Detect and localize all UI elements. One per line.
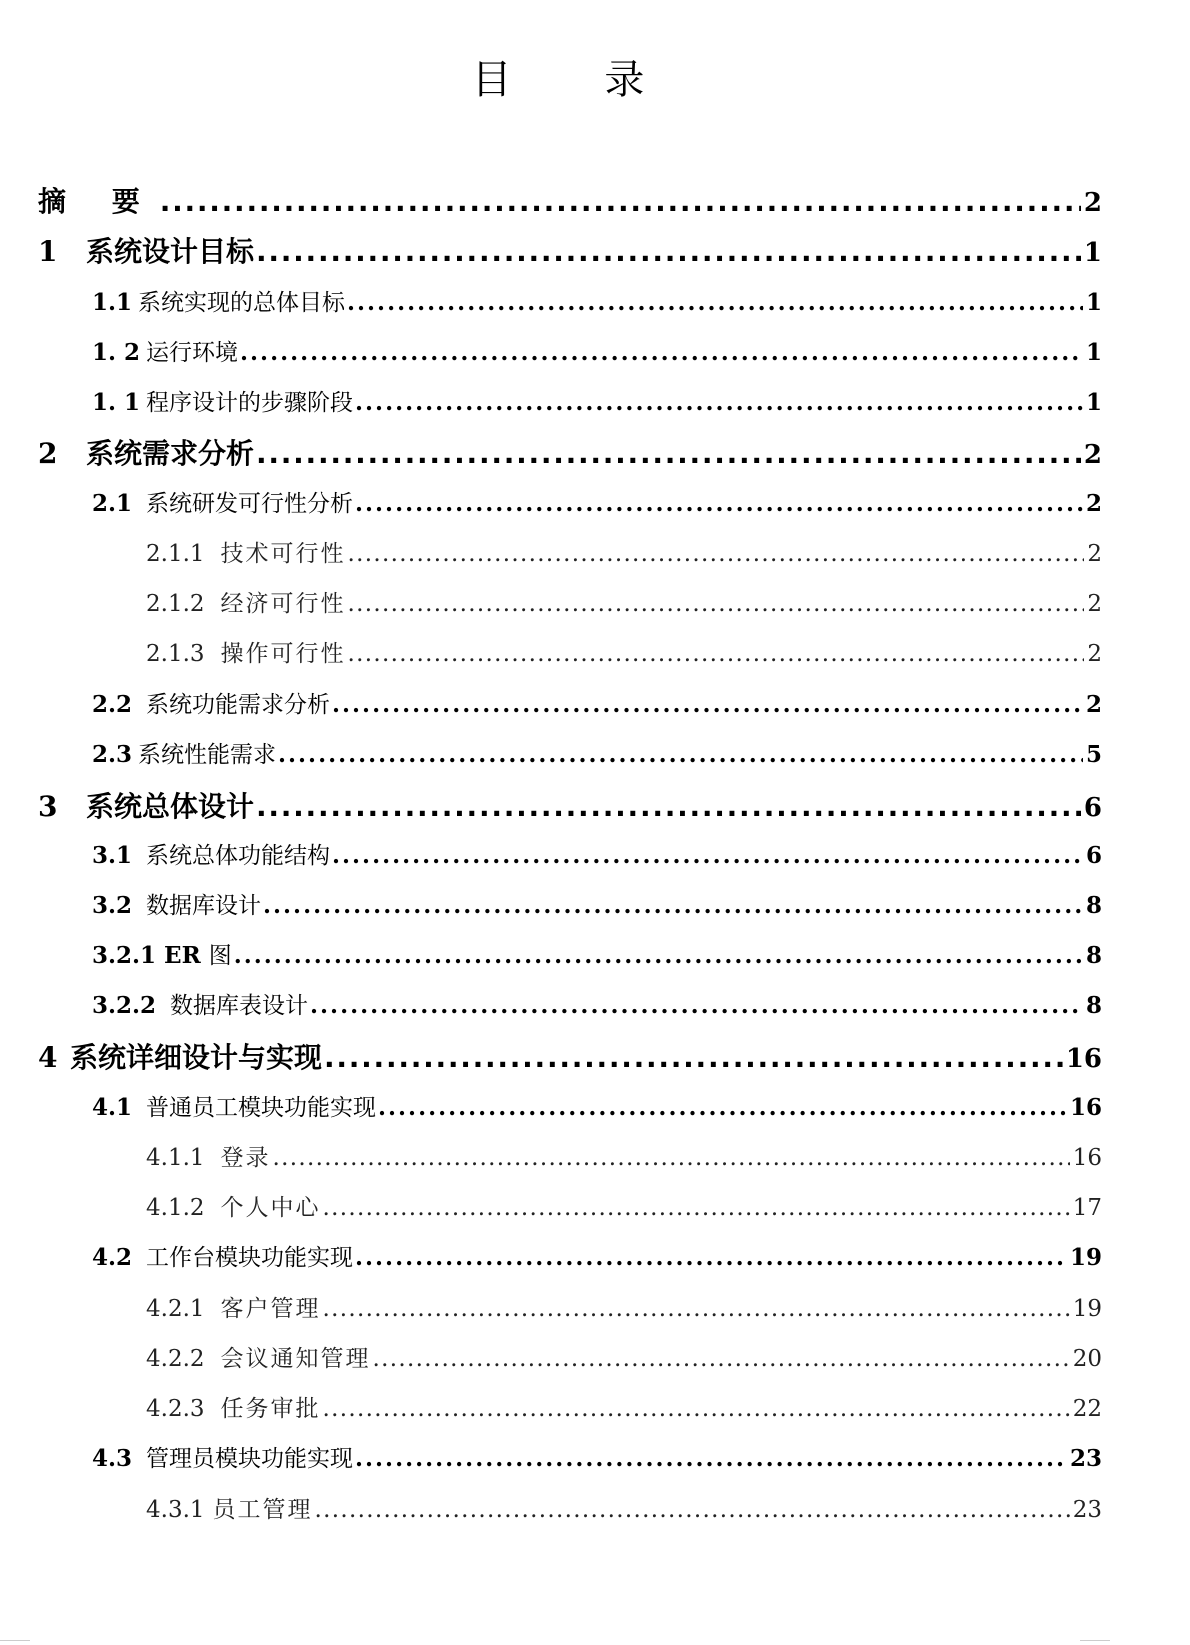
- toc-entry-number: 3.2.2: [92, 992, 157, 1019]
- toc-entry-page: 19: [1072, 1296, 1102, 1322]
- toc-entry-label: 系统功能需求分析: [146, 692, 331, 718]
- toc-leader: [332, 691, 1083, 718]
- toc-leader: [273, 1145, 1070, 1171]
- toc-leader: [378, 1094, 1067, 1121]
- toc-leader: [348, 541, 1085, 567]
- toc-entry-section-4-3[interactable]: [92, 1440, 1102, 1474]
- toc-entry-label: 摘 要: [38, 185, 158, 218]
- toc-leader: [256, 437, 1081, 470]
- page-title: 目 录: [471, 57, 685, 103]
- toc-leader: [278, 741, 1083, 768]
- toc-entry-number: 4.3.1: [146, 1497, 205, 1523]
- toc-entry-number: 4.1.2: [146, 1195, 205, 1221]
- toc-entry-page: 16: [1065, 1044, 1102, 1074]
- toc-entry-page: 23: [1069, 1445, 1102, 1472]
- toc-entry-subsection-3-2-1[interactable]: [92, 937, 1102, 971]
- toc-entry-number: 4.1.1: [146, 1145, 205, 1171]
- toc-entry-subsection-4-2-1[interactable]: [146, 1290, 1102, 1324]
- toc-entry-label: 技术可行性: [220, 541, 346, 567]
- toc-entry-label: 数据库设计: [146, 893, 262, 919]
- toc-entry-label: 经济可行性: [220, 591, 346, 617]
- page-corner-mark: [1080, 1640, 1110, 1641]
- toc-entry-page: 2: [1087, 641, 1102, 667]
- toc-entry-number: 2.2: [92, 691, 133, 718]
- toc-leader: [256, 790, 1081, 823]
- toc-entry-number: 2.1.2: [146, 591, 205, 617]
- toc-leader: [355, 389, 1083, 416]
- toc-entry-label: 工作台模块功能实现: [146, 1245, 354, 1271]
- toc-entry-number: 1.1: [92, 289, 133, 316]
- toc-entry-page: 22: [1072, 1396, 1102, 1422]
- toc-entry-label: 普通员工模块功能实现: [146, 1095, 377, 1121]
- toc-entry-chapter-3[interactable]: [38, 785, 1102, 825]
- toc-entry-chapter-1[interactable]: [38, 230, 1102, 270]
- toc-entry-label: 客户管理: [220, 1296, 321, 1322]
- toc-entry-label: 员工管理: [212, 1497, 313, 1523]
- toc-leader: [347, 289, 1083, 316]
- toc-entry-abstract[interactable]: [38, 180, 1102, 220]
- toc-leader: [256, 235, 1081, 268]
- toc-entry-section-2-1[interactable]: [92, 485, 1102, 519]
- toc-entry-label: 登录: [220, 1145, 271, 1171]
- toc-entry-page: 6: [1085, 842, 1102, 869]
- toc-entry-page: 1: [1085, 389, 1102, 416]
- toc-entry-subsection-4-2-2[interactable]: [146, 1340, 1102, 1374]
- toc-entry-subsection-4-3-1[interactable]: [146, 1491, 1102, 1525]
- toc-entry-section-1-1b[interactable]: [92, 384, 1102, 418]
- toc-entry-section-3-2[interactable]: [92, 887, 1102, 921]
- toc-entry-number: 4.2.1: [146, 1296, 205, 1322]
- toc-entry-page: 20: [1072, 1346, 1102, 1372]
- toc-entry-page: 8: [1085, 892, 1102, 919]
- toc-entry-number: 3.2: [92, 892, 133, 919]
- toc-entry-page: 2: [1087, 591, 1102, 617]
- toc-entry-number: 4.2: [92, 1244, 133, 1271]
- toc-entry-number: 2.1.1: [146, 541, 205, 567]
- toc-entry-subsection-4-1-2[interactable]: [146, 1189, 1102, 1223]
- toc-entry-label: 程序设计的步骤阶段: [146, 390, 354, 416]
- toc-entry-subsection-2-1-2[interactable]: [146, 585, 1102, 619]
- toc-entry-label: 系统总体功能结构: [146, 843, 331, 869]
- toc-entry-section-2-3[interactable]: [92, 736, 1102, 770]
- toc-entry-section-2-2[interactable]: [92, 686, 1102, 720]
- toc-entry-label: 个人中心: [220, 1195, 321, 1221]
- toc-leader: [348, 591, 1085, 617]
- toc-entry-chapter-4[interactable]: [38, 1036, 1102, 1076]
- toc-entry-label: 系统总体设计: [86, 790, 255, 823]
- toc-entry-page: 17: [1072, 1195, 1102, 1221]
- toc-entry-number: 2.1.3: [146, 641, 205, 667]
- toc-entry-number: 3: [38, 790, 58, 823]
- toc-entry-page: 16: [1069, 1094, 1102, 1121]
- toc-entry-page: 6: [1083, 793, 1102, 823]
- toc-entry-number: 4.2.2: [146, 1346, 205, 1372]
- toc-leader: [348, 641, 1085, 667]
- toc-entry-number: 4: [38, 1041, 58, 1074]
- toc-entry-label: 会议通知管理: [220, 1346, 371, 1372]
- toc-leader: [315, 1497, 1070, 1523]
- toc-entry-section-1-1[interactable]: [92, 284, 1102, 318]
- toc-entry-number: 2.1: [92, 490, 133, 517]
- toc-leader: [310, 992, 1083, 1019]
- toc-entry-section-4-1[interactable]: [92, 1089, 1102, 1123]
- toc-entry-label: 图: [208, 943, 232, 969]
- toc-leader: [234, 942, 1083, 969]
- toc-leader: [263, 892, 1083, 919]
- toc-entry-chapter-2[interactable]: [38, 432, 1102, 472]
- toc-leader: [355, 1445, 1067, 1472]
- toc-entry-label: 管理员模块功能实现: [146, 1446, 354, 1472]
- toc-leader: [323, 1296, 1070, 1322]
- toc-entry-section-1-2[interactable]: [92, 334, 1102, 368]
- page-corner-mark: [0, 1640, 30, 1641]
- toc-entry-page: 2: [1085, 490, 1102, 517]
- toc-entry-page: 2: [1087, 541, 1102, 567]
- toc-entry-label: 系统实现的总体目标: [138, 290, 346, 316]
- toc-entry-label: 系统性能需求: [138, 742, 277, 768]
- toc-entry-number: 2: [38, 437, 58, 470]
- toc-entry-section-4-2[interactable]: [92, 1239, 1102, 1273]
- toc-entry-number: 4.2.3: [146, 1396, 205, 1422]
- toc-entry-subsection-3-2-2[interactable]: [92, 987, 1102, 1021]
- toc-leader: [355, 490, 1083, 517]
- toc-entry-number: 4.1: [92, 1094, 133, 1121]
- toc-leader: [240, 339, 1083, 366]
- toc-entry-subsection-2-1-3[interactable]: [146, 635, 1102, 669]
- toc-entry-page: 8: [1085, 942, 1102, 969]
- toc-entry-number: 2.3: [92, 741, 133, 768]
- toc-entry-number: 3.1: [92, 842, 133, 869]
- toc-entry-number: 3.2.1 ER: [92, 942, 201, 969]
- toc-leader: [323, 1396, 1070, 1422]
- toc-leader: [355, 1244, 1067, 1271]
- toc-entry-page: 2: [1085, 691, 1102, 718]
- toc-entry-subsection-2-1-1[interactable]: [146, 535, 1102, 569]
- toc-entry-label: 系统研发可行性分析: [146, 491, 354, 517]
- toc-entry-label: 数据库表设计: [170, 993, 309, 1019]
- toc-entry-page: 23: [1072, 1497, 1102, 1523]
- toc-entry-page: 1: [1085, 289, 1102, 316]
- toc-entry-subsection-4-2-3[interactable]: [146, 1390, 1102, 1424]
- toc-entry-label: 运行环境: [146, 340, 239, 366]
- toc-leader: [373, 1346, 1070, 1372]
- toc-entry-number: 1: [38, 235, 58, 268]
- toc-entry-label: 系统详细设计与实现: [70, 1041, 323, 1074]
- toc-entry-subsection-4-1-1[interactable]: [146, 1139, 1102, 1173]
- toc-entry-label: 操作可行性: [220, 641, 346, 667]
- toc-leader: [323, 1195, 1070, 1221]
- toc-leader: [160, 185, 1081, 218]
- toc-entry-label: 系统设计目标: [86, 235, 255, 268]
- toc-entry-number: 1. 2: [92, 339, 141, 366]
- toc-entry-section-3-1[interactable]: [92, 837, 1102, 871]
- toc-leader: [332, 842, 1083, 869]
- toc-entry-page: 8: [1085, 992, 1102, 1019]
- toc-entry-page: 1: [1085, 339, 1102, 366]
- toc-entry-label: 系统需求分析: [86, 437, 255, 470]
- toc-entry-page: 2: [1083, 440, 1102, 470]
- toc-entry-number: 1. 1: [92, 389, 141, 416]
- toc-entry-page: 1: [1083, 238, 1102, 268]
- toc-entry-label: 任务审批: [220, 1396, 321, 1422]
- toc-entry-page: 19: [1069, 1244, 1102, 1271]
- toc-leader: [324, 1041, 1063, 1074]
- toc-entry-page: 16: [1072, 1145, 1102, 1171]
- toc-entry-page: 5: [1085, 741, 1102, 768]
- toc-entry-number: 4.3: [92, 1445, 133, 1472]
- toc-entry-page: 2: [1083, 188, 1102, 218]
